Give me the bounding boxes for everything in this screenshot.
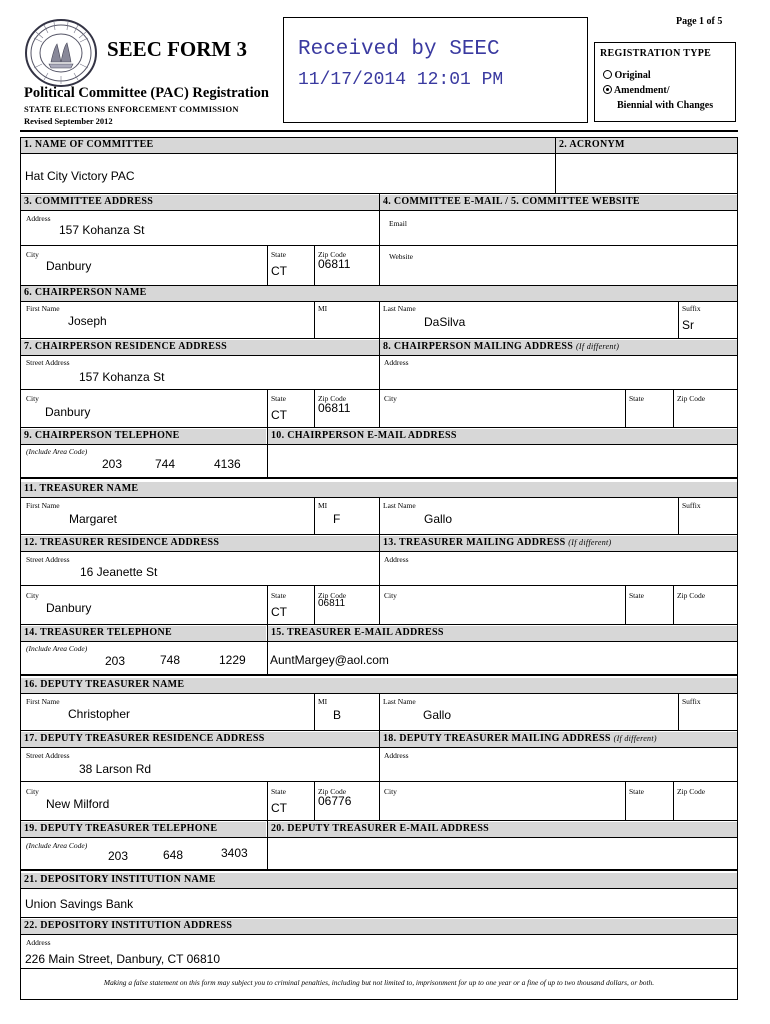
street-address-label: Street Address <box>26 751 70 760</box>
mailing-address-label: Address <box>384 358 409 367</box>
zip-label: Zip Code <box>318 250 347 259</box>
page-number: Page 1 of 5 <box>676 16 723 27</box>
zip-label: Zip Code <box>318 394 347 403</box>
city-label: City <box>26 591 39 600</box>
state-label: State <box>271 591 286 600</box>
rule <box>20 917 738 918</box>
section-3-header: 3. COMMITTEE ADDRESS <box>21 195 379 210</box>
revised-date: Revised September 2012 <box>24 116 113 126</box>
area-code-label: (Include Area Code) <box>26 644 88 653</box>
treasurer-phone-line-field[interactable]: 1229 <box>219 653 246 667</box>
address-label: Address <box>26 938 51 947</box>
zip-label: Zip Code <box>318 591 347 600</box>
city-label: City <box>26 250 39 259</box>
first-name-label: First Name <box>26 697 60 706</box>
section-17-header: 17. DEPUTY TREASURER RESIDENCE ADDRESS <box>21 732 379 747</box>
section-16-header: 16. DEPUTY TREASURER NAME <box>21 678 737 693</box>
registration-type-title: REGISTRATION TYPE <box>600 48 712 59</box>
rule <box>555 137 556 194</box>
depository-name-field[interactable]: Union Savings Bank <box>25 897 134 911</box>
registration-type-box <box>594 42 736 122</box>
received-timestamp: 11/17/2014 12:01 PM <box>298 70 504 90</box>
rule <box>267 821 268 870</box>
rule <box>20 210 738 211</box>
rule <box>20 245 379 246</box>
committee-zip-field[interactable]: 06811 <box>318 257 351 271</box>
treasurer-zip-field[interactable]: 06811 <box>318 598 346 609</box>
rule <box>314 497 315 535</box>
section-20-header: 20. DEPUTY TREASURER E-MAIL ADDRESS <box>268 822 737 837</box>
treasurer-city-field[interactable]: Danbury <box>46 601 92 615</box>
mail-zip-label: Zip Code <box>677 787 706 796</box>
treasurer-phone-prefix-field[interactable]: 748 <box>160 653 181 667</box>
form-top-rule <box>20 130 738 132</box>
agency-name: STATE ELECTIONS ENFORCEMENT COMMISSION <box>24 104 239 114</box>
treasurer-mi-field[interactable]: F <box>333 512 341 526</box>
mi-label: MI <box>318 304 328 313</box>
first-name-label: First Name <box>26 304 60 313</box>
mail-state-label: State <box>629 591 644 600</box>
section-10-header: 10. CHAIRPERSON E-MAIL ADDRESS <box>268 429 737 444</box>
deputy-street-field[interactable]: 38 Larson Rd <box>79 762 152 776</box>
treasurer-email-field[interactable]: AuntMargey@aol.com <box>270 653 389 667</box>
radio-amendment-icon <box>603 85 612 94</box>
committee-state-field[interactable]: CT <box>271 264 287 278</box>
mail-city-label: City <box>384 591 397 600</box>
radio-original-label: Original <box>614 70 651 81</box>
last-name-label: Last Name <box>383 304 416 313</box>
rule <box>678 497 679 535</box>
treasurer-phone-area-field[interactable]: 203 <box>105 654 126 668</box>
chair-suffix-field[interactable]: Sr <box>682 318 694 332</box>
treasurer-last-name-field[interactable]: Gallo <box>424 512 453 526</box>
rule <box>20 477 738 479</box>
rule <box>20 781 738 782</box>
state-label: State <box>271 394 286 403</box>
rule <box>379 194 380 286</box>
website-label: Website <box>389 252 413 261</box>
rule <box>267 585 268 625</box>
email-label: Email <box>389 219 407 228</box>
rule <box>20 444 738 445</box>
radio-amendment[interactable] <box>603 85 670 96</box>
deputy-mi-field[interactable]: B <box>333 708 342 722</box>
area-code-label: (Include Area Code) <box>26 447 88 456</box>
section-7-header: 7. CHAIRPERSON RESIDENCE ADDRESS <box>21 340 379 355</box>
rule <box>267 625 268 675</box>
rule <box>20 389 738 390</box>
section-19-header: 19. DEPUTY TREASURER TELEPHONE <box>21 822 266 837</box>
rule <box>20 153 738 154</box>
state-label: State <box>271 787 286 796</box>
city-label: City <box>26 394 39 403</box>
treasurer-street-field[interactable]: 16 Jeanette St <box>80 565 158 579</box>
deputy-last-name-field[interactable]: Gallo <box>423 708 452 722</box>
form-title: SEEC FORM 3 <box>107 37 248 61</box>
committee-name-field[interactable]: Hat City Victory PAC <box>25 169 135 183</box>
if-different-note: (If different) <box>568 538 612 547</box>
suffix-label: Suffix <box>682 501 701 510</box>
mail-city-label: City <box>384 787 397 796</box>
chair-city-field[interactable]: Danbury <box>45 405 91 419</box>
rule <box>379 535 380 625</box>
mail-city-label: City <box>384 394 397 403</box>
rule <box>20 837 738 838</box>
rule <box>20 674 738 676</box>
section-15-header: 15. TREASURER E-MAIL ADDRESS <box>268 626 737 641</box>
section-18-title: 18. DEPUTY TREASURER MAILING ADDRESS <box>383 733 611 744</box>
section-8-title: 8. CHAIRPERSON MAILING ADDRESS <box>383 341 574 352</box>
chair-zip-field[interactable]: 06811 <box>318 401 351 415</box>
rule <box>673 389 674 428</box>
if-different-note: (If different) <box>575 342 620 351</box>
rule <box>20 427 738 428</box>
rule <box>20 747 738 748</box>
mail-zip-label: Zip Code <box>677 591 706 600</box>
section-8-header <box>380 340 737 355</box>
form-subtitle: Political Committee (PAC) Registration <box>24 85 269 101</box>
rule <box>379 497 380 535</box>
rule <box>678 301 679 339</box>
committee-address-field[interactable]: 157 Kohanza St <box>59 223 145 237</box>
mail-state-label: State <box>629 394 644 403</box>
chair-state-field[interactable]: CT <box>271 408 287 422</box>
address-label: Address <box>26 214 51 223</box>
deputy-phone-line-field[interactable]: 3403 <box>221 846 248 860</box>
last-name-label: Last Name <box>383 501 416 510</box>
deputy-phone-prefix-field[interactable]: 648 <box>163 848 184 862</box>
first-name-label: First Name <box>26 501 60 510</box>
rule <box>20 641 738 642</box>
rule <box>20 551 738 552</box>
chair-last-name-field[interactable]: DaSilva <box>424 315 466 329</box>
rule <box>625 585 626 625</box>
rule <box>20 624 738 625</box>
rule <box>314 585 315 625</box>
rule <box>20 820 738 821</box>
rule <box>20 934 738 935</box>
rule <box>314 693 315 731</box>
chair-street-field[interactable]: 157 Kohanza St <box>79 370 165 384</box>
rule <box>20 888 738 889</box>
section-13-header <box>380 536 737 551</box>
treasurer-state-field[interactable]: CT <box>271 605 287 619</box>
state-label: State <box>271 250 286 259</box>
deputy-first-name-field[interactable]: Christopher <box>68 707 131 721</box>
received-stamp <box>283 17 588 123</box>
section-2-header: 2. ACRONYM <box>556 138 737 153</box>
radio-amendment-label: Amendment/ <box>613 85 670 96</box>
rule <box>314 245 315 286</box>
city-label: City <box>26 787 39 796</box>
section-21-header: 21. DEPOSITORY INSTITUTION NAME <box>21 873 737 888</box>
deputy-city-field[interactable]: New Milford <box>46 797 110 811</box>
section-1-header: 1. NAME OF COMMITTEE <box>21 138 555 153</box>
rule <box>673 585 674 625</box>
rule <box>314 389 315 428</box>
rule <box>267 428 268 478</box>
rule <box>20 968 738 969</box>
mailing-address-label: Address <box>384 751 409 760</box>
depository-address-field[interactable]: 226 Main Street, Danbury, CT 06810 <box>25 952 220 966</box>
treasurer-first-name-field[interactable]: Margaret <box>69 512 118 526</box>
mi-label: MI <box>318 501 328 510</box>
rule <box>379 301 380 339</box>
section-22-header: 22. DEPOSITORY INSTITUTION ADDRESS <box>21 919 737 934</box>
section-9-header: 9. CHAIRPERSON TELEPHONE <box>21 429 266 444</box>
section-12-header: 12. TREASURER RESIDENCE ADDRESS <box>21 536 379 551</box>
if-different-note: (If different) <box>613 734 657 743</box>
section-11-header: 11. TREASURER NAME <box>21 482 737 497</box>
rule <box>267 389 268 428</box>
chair-first-name-field[interactable]: Joseph <box>68 314 107 328</box>
state-seal-icon <box>24 18 98 88</box>
chair-phone-line-field[interactable]: 4136 <box>214 457 241 471</box>
deputy-zip-field[interactable]: 06776 <box>318 794 352 808</box>
form-bottom-rule <box>20 999 738 1000</box>
section-13-title: 13. TREASURER MAILING ADDRESS <box>383 537 566 548</box>
rule <box>379 339 380 428</box>
rule <box>314 781 315 821</box>
rule <box>625 781 626 821</box>
rule <box>20 355 738 356</box>
radio-original[interactable] <box>603 70 651 81</box>
street-address-label: Street Address <box>26 555 70 564</box>
received-line: Received by SEEC <box>298 38 500 61</box>
rule <box>267 245 268 286</box>
deputy-state-field[interactable]: CT <box>271 801 287 815</box>
area-code-label: (Include Area Code) <box>26 841 88 850</box>
rule <box>314 301 315 339</box>
committee-city-field[interactable]: Danbury <box>46 259 92 273</box>
suffix-label: Suffix <box>682 697 701 706</box>
mail-zip-label: Zip Code <box>677 394 706 403</box>
rule <box>673 781 674 821</box>
chair-phone-area-field[interactable]: 203 <box>102 457 123 471</box>
rule <box>625 389 626 428</box>
mi-label: MI <box>318 697 328 706</box>
radio-original-icon <box>603 70 612 79</box>
rule <box>678 693 679 731</box>
section-4-header: 4. COMMITTEE E-MAIL / 5. COMMITTEE WEBSITE <box>380 195 737 210</box>
penalty-warning: Making a false statement on this form may subject you to criminal penalties, including but not limited to, imprisonment for up to one year or a fine of up to two thousand dollars, or both. <box>103 978 655 987</box>
rule <box>379 731 380 821</box>
rule <box>267 781 268 821</box>
suffix-label: Suffix <box>682 304 701 313</box>
rule <box>20 585 738 586</box>
mail-state-label: State <box>629 787 644 796</box>
rule <box>20 869 738 871</box>
last-name-label: Last Name <box>383 697 416 706</box>
section-6-header: 6. CHAIRPERSON NAME <box>21 286 737 301</box>
radio-amendment-label-2: Biennial with Changes <box>617 100 714 111</box>
mailing-address-label: Address <box>384 555 409 564</box>
deputy-phone-area-field[interactable]: 203 <box>108 849 129 863</box>
rule <box>379 693 380 731</box>
section-14-header: 14. TREASURER TELEPHONE <box>21 626 266 641</box>
zip-label: Zip Code <box>318 787 347 796</box>
chair-phone-prefix-field[interactable]: 744 <box>155 457 176 471</box>
rule <box>380 245 737 246</box>
section-18-header <box>380 732 737 747</box>
street-address-label: Street Address <box>26 358 70 367</box>
